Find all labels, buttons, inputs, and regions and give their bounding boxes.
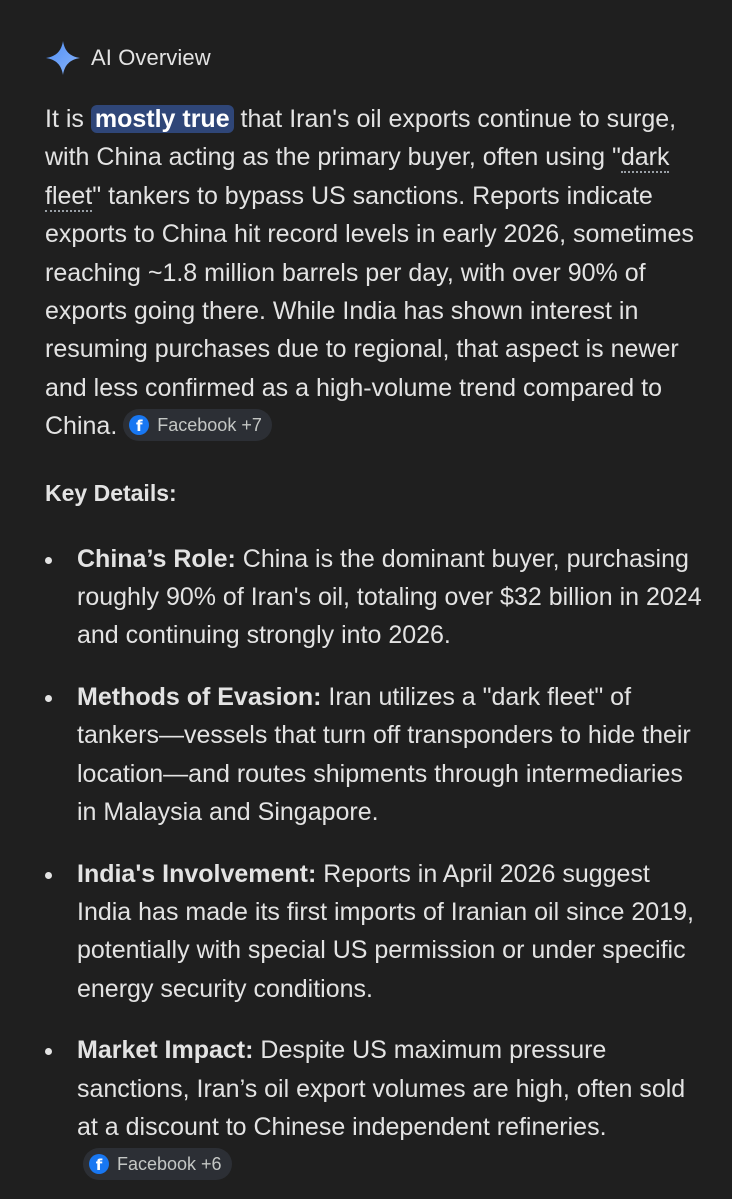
source-chip-label: Facebook +6 [117,1154,222,1175]
sparkle-icon [45,40,81,76]
list-item [45,1031,707,1185]
source-chip-facebook[interactable] [83,1148,232,1180]
bullet-icon [45,695,52,702]
summary-text-2: " tankers to bypass US sanctions. Reports indicate exports to China hit record levels in early 2026, sometimes reaching ~1.8 million barrels per day, with over 90% of exports going there. While India has shown interest in resuming purchases due to regional, that aspect is newer and less confirmed as a high-volume trend compared to China. [45,181,694,441]
list-item [45,855,707,1009]
item-text: Iran utilizes a "dark fleet" of tankers—vessels that turn off transponders to hide their location—and routes shipments through intermediaries in Malaysia and Singapore. [77,682,691,827]
bullet-icon [45,1048,52,1055]
facebook-icon: f [89,1154,109,1174]
overview-summary [45,100,707,446]
overview-title: AI Overview [91,45,211,70]
item-text: China is the dominant buyer, purchasing roughly 90% of Iran's oil, totaling over $32 billion in 2024 and continuing strongly into 2026. [77,544,702,650]
item-label: Market Impact: [77,1036,254,1065]
dark-fleet-term-link[interactable]: dark fleet [45,143,670,210]
item-text: Reports in April 2026 suggest India has made its first imports of Iranian oil since 2019, potentially with special US permission or under specific energy security conditions. [77,859,694,1003]
list-item [45,540,707,655]
item-label: China’s Role: [77,544,236,573]
item-label: India's Involvement: [77,859,317,888]
item-label: Methods of Evasion: [77,682,322,711]
verdict-highlight: mostly true [91,105,234,133]
item-text: Despite US maximum pressure sanctions, Iran’s oil export volumes are high, often sold at a discount to Chinese independent refineries. [77,1036,686,1141]
key-details-heading: Key Details: [45,479,177,506]
list-item [45,678,707,832]
bullet-icon [45,557,52,564]
summary-text-1: that Iran's oil exports continue to surge, with China acting as the primary buyer, often using " [45,105,677,172]
overview-header [45,36,702,80]
bullet-icon [45,872,52,879]
summary-prefix: It is [45,105,91,133]
key-details-list [45,540,702,1185]
source-chip-label: Facebook +7 [157,415,262,436]
facebook-icon: f [129,415,149,435]
source-chip-facebook[interactable] [123,409,272,441]
